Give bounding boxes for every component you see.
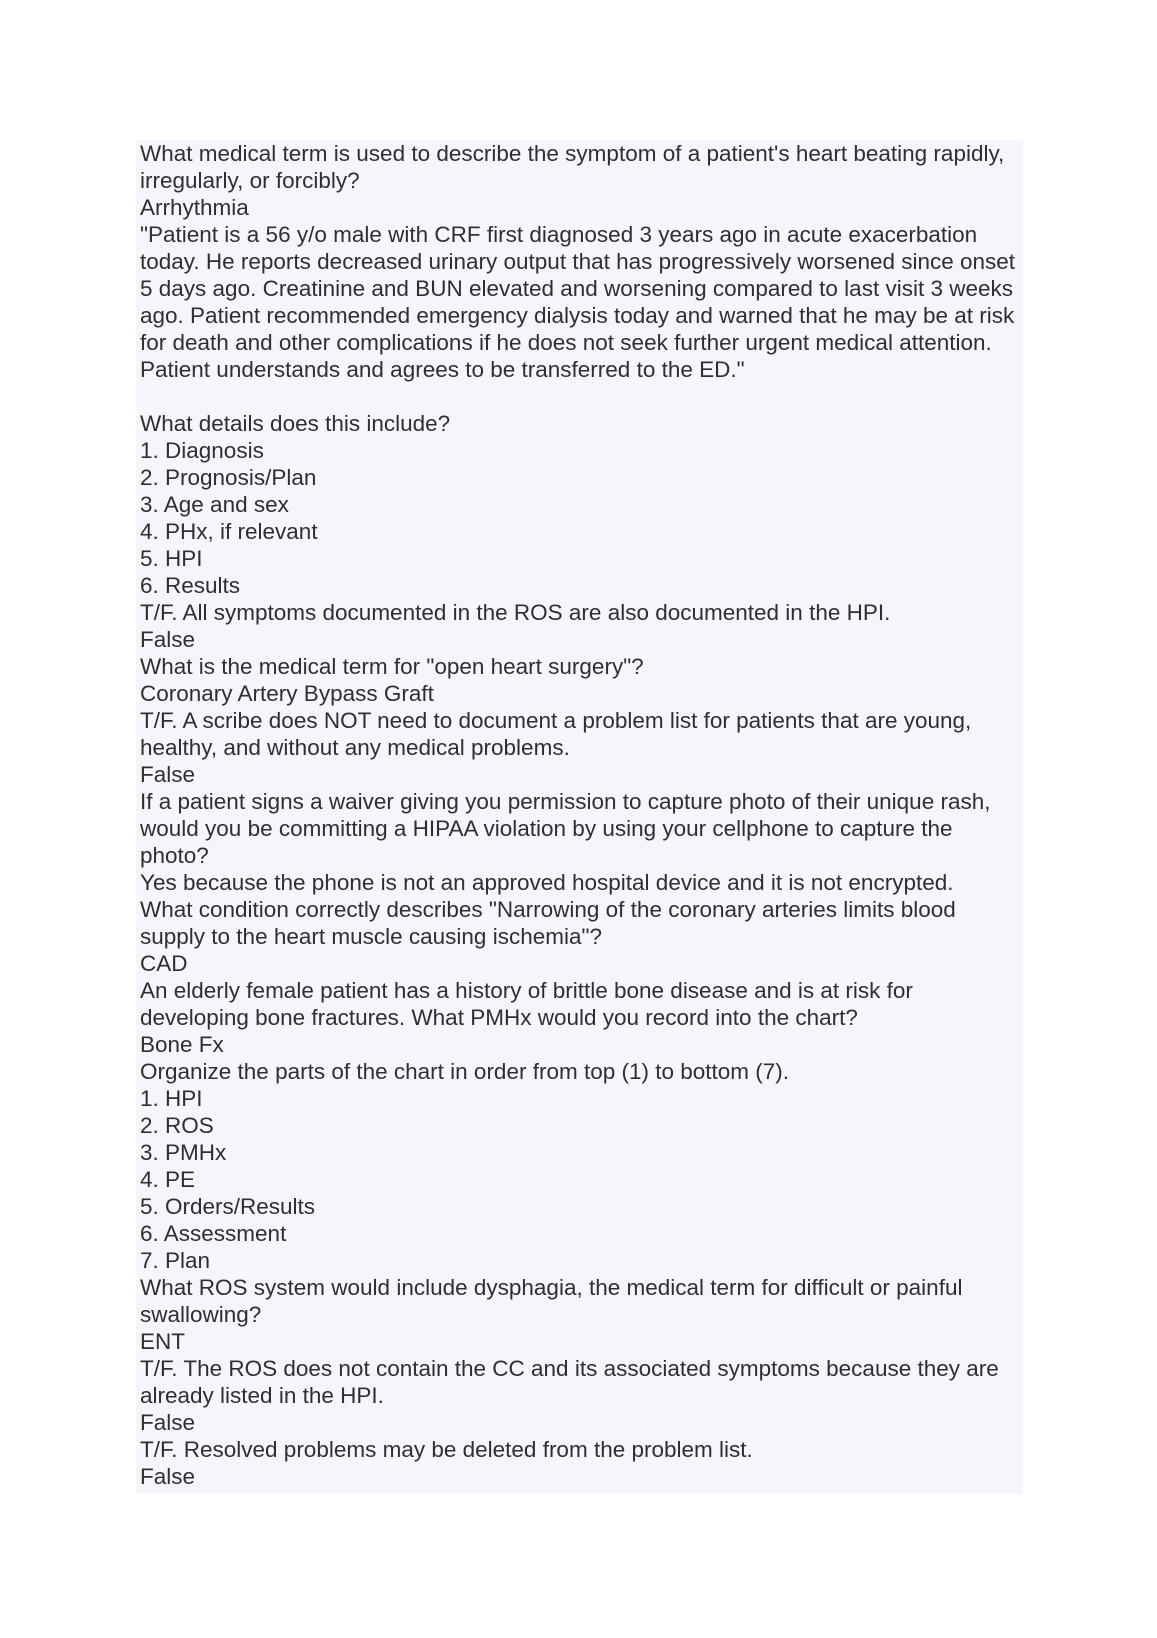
list-item: 4. PE — [140, 1167, 196, 1192]
answer-line: False — [140, 627, 196, 652]
question-line: T/F. Resolved problems may be deleted from the problem list. — [140, 1437, 753, 1462]
question-line: What details does this include? — [140, 411, 451, 436]
study-notes-block — [136, 140, 1023, 1494]
answer-line: False — [140, 1464, 196, 1489]
question-line: T/F. The ROS does not contain the CC and its associated symptoms because they are already listed in the HPI. — [140, 1356, 999, 1408]
answer-line: False — [140, 762, 196, 787]
question-line: What condition correctly describes "Narrowing of the coronary arteries limits blood supply to the heart muscle causing ischemia"? — [140, 897, 956, 949]
list-item: 5. HPI — [140, 546, 203, 571]
answer-line: False — [140, 1410, 196, 1435]
question-line: "Patient is a 56 y/o male with CRF first diagnosed 3 years ago in acute exacerbation today. He reports decreased urinary output that has progressively worsened since onset 5 days ago. Creatinine and BUN elevated and worsening compared to last visit 3 weeks ago. Patient recommended emergency dialysis today and warned that he may be at risk for death and other complications if he does not seek further urgent medical attention. Patient understands and agrees to be transferred to the ED." — [140, 222, 1016, 382]
list-item: 2. Prognosis/Plan — [140, 465, 317, 490]
list-item: 3. PMHx — [140, 1140, 227, 1165]
answer-line: CAD — [140, 951, 188, 976]
list-item: 5. Orders/Results — [140, 1194, 316, 1219]
list-item: 2. ROS — [140, 1113, 214, 1138]
question-line: What medical term is used to describe the symptom of a patient's heart beating rapidly, irregularly, or forcibly? — [140, 141, 1005, 193]
question-line: What ROS system would include dysphagia, the medical term for difficult or painful swallowing? — [140, 1275, 963, 1327]
list-item: 6. Assessment — [140, 1221, 287, 1246]
question-line: Organize the parts of the chart in order from top (1) to bottom (7). — [140, 1059, 790, 1084]
list-item: 7. Plan — [140, 1248, 211, 1273]
list-item: 1. HPI — [140, 1086, 203, 1111]
list-item: 4. PHx, if relevant — [140, 519, 318, 544]
question-line: What is the medical term for "open heart surgery"? — [140, 654, 644, 679]
question-line: T/F. A scribe does NOT need to document a problem list for patients that are young, healthy, and without any medical problems. — [140, 708, 972, 760]
answer-line: Arrhythmia — [140, 195, 249, 220]
list-item: 1. Diagnosis — [140, 438, 264, 463]
answer-line: ENT — [140, 1329, 185, 1354]
list-item: 6. Results — [140, 573, 241, 598]
list-item: 3. Age and sex — [140, 492, 289, 517]
blank-line — [140, 383, 1023, 410]
answer-line: Yes because the phone is not an approved hospital device and it is not encrypted. — [140, 870, 954, 895]
question-line: T/F. All symptoms documented in the ROS are also documented in the HPI. — [140, 600, 891, 625]
answer-line: Bone Fx — [140, 1032, 224, 1057]
question-line: An elderly female patient has a history of brittle bone disease and is at risk for developing bone fractures. What PMHx would you record into the chart? — [140, 978, 913, 1030]
answer-line: Coronary Artery Bypass Graft — [140, 681, 434, 706]
question-line: If a patient signs a waiver giving you permission to capture photo of their unique rash, would you be committing a HIPAA violation by using your cellphone to capture the photo? — [140, 789, 991, 868]
